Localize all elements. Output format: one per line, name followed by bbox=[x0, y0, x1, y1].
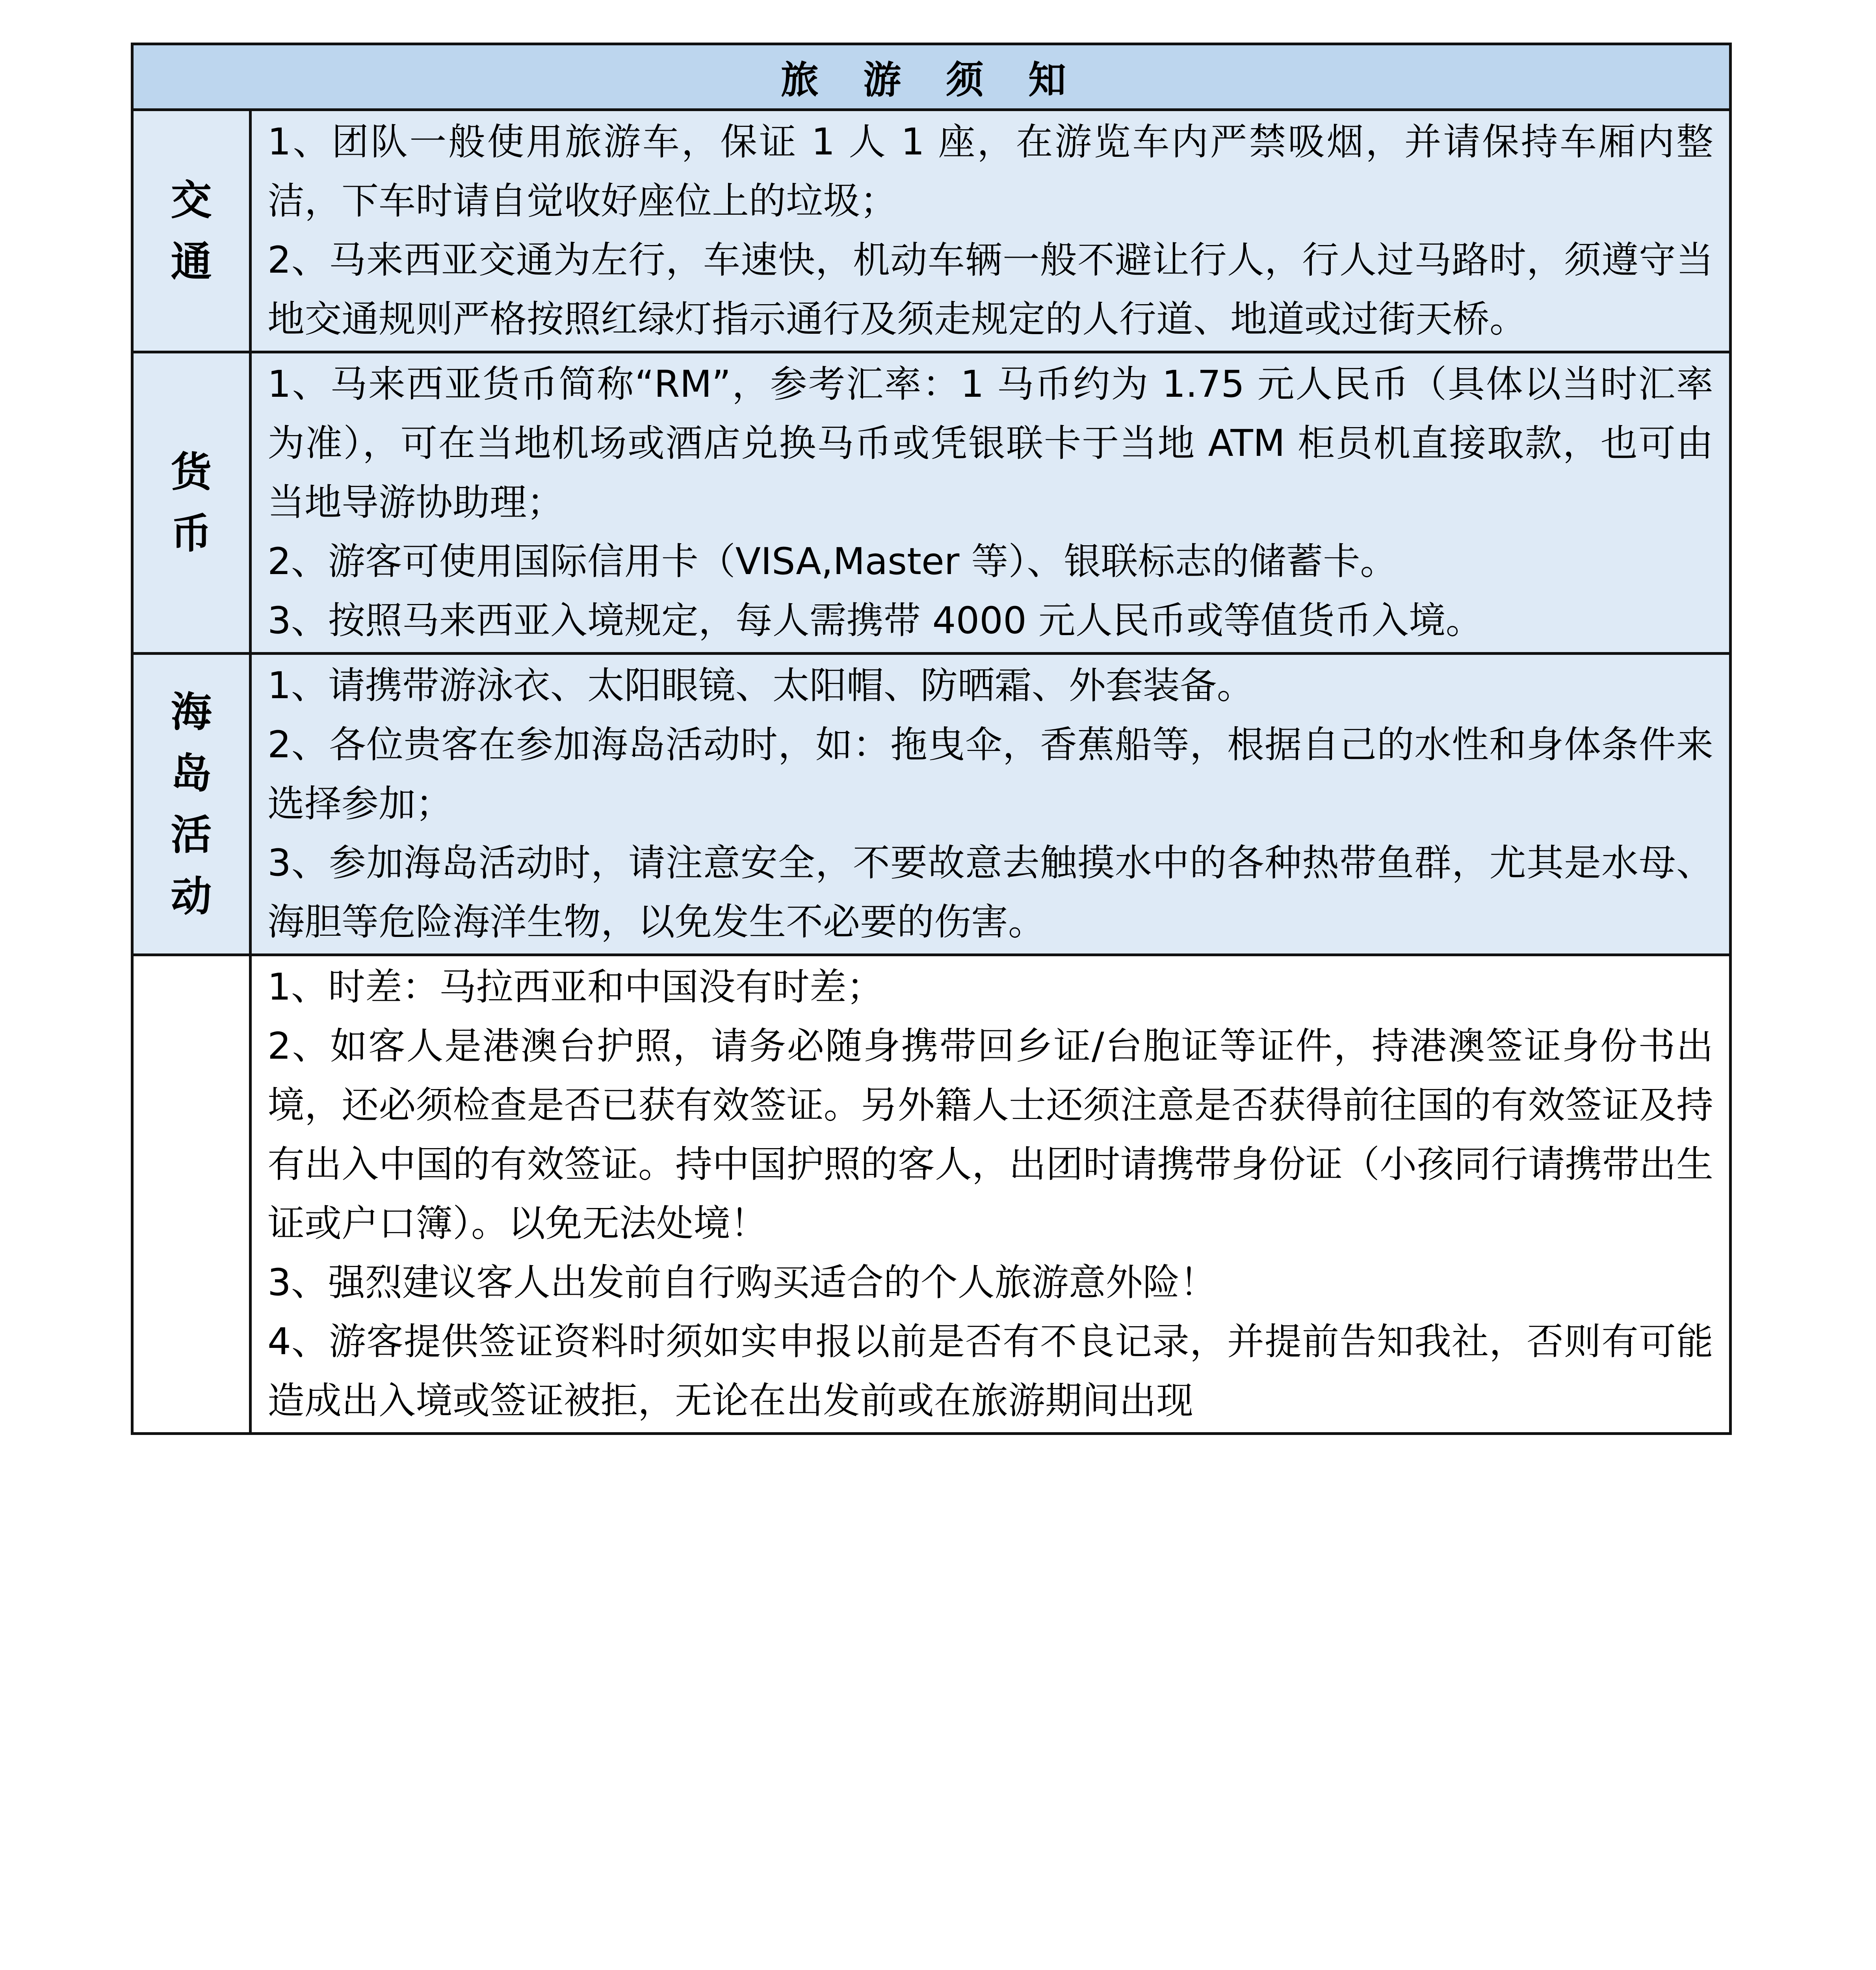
list-item: 3、参加海岛活动时，请注意安全，不要故意去触摸水中的各种热带鱼群，尤其是水母、海胆等危险海洋生物，以免发生不必要的伤害。 bbox=[267, 842, 1713, 944]
list-item: 4、游客提供签证资料时须如实申报以前是否有不良记录，并提前告知我社，否则有可能造成出入境或签证被拒，无论在出发前或在旅游期间出现 bbox=[267, 1320, 1713, 1422]
list-item: 1、请携带游泳衣、太阳眼镜、太阳帽、防晒霜、外套装备。 bbox=[267, 664, 1254, 707]
section-label-general bbox=[132, 955, 251, 1434]
section-label-currency bbox=[132, 352, 251, 654]
section-row-island-activities bbox=[132, 654, 1731, 955]
travel-notice-table bbox=[131, 43, 1732, 1435]
table-title: 旅 游 须 知 bbox=[132, 44, 1731, 110]
list-item: 2、马来西亚交通为左行，车速快，机动车辆一般不避让行人，行人过马路时，须遵守当地交通规则严格按照红绿灯指示通行及须走规定的人行道、地道或过街天桥。 bbox=[267, 239, 1713, 341]
section-row-general bbox=[132, 955, 1731, 1434]
list-item: 3、强烈建议客人出发前自行购买适合的个人旅游意外险！ bbox=[267, 1261, 1217, 1304]
title-row bbox=[132, 44, 1731, 110]
list-item: 1、团队一般使用旅游车，保证 1 人 1 座，在游览车内严禁吸烟，并请保持车厢内整洁，下车时请自觉收好座位上的垃圾； bbox=[267, 121, 1713, 223]
list-item: 1、时差：马拉西亚和中国没有时差； bbox=[267, 966, 884, 1009]
section-label-island-activities bbox=[132, 654, 251, 955]
list-item: 2、游客可使用国际信用卡（VISA,Master 等）、银联标志的储蓄卡。 bbox=[267, 540, 1397, 583]
section-row-currency bbox=[132, 352, 1731, 654]
section-content-general bbox=[251, 955, 1731, 1434]
list-item: 2、如客人是港澳台护照，请务必随身携带回乡证/台胞证等证件，持港澳签证身份书出境，还必须检查是否已获有效签证。另外籍人士还须注意是否获得前往国的有效签证及持有出入中国的有效签证。持中国护照的客人，出团时请携带身份证（小孩同行请携带出生证或户口簿）。以免无法处境！ bbox=[267, 1025, 1713, 1245]
section-content-island-activities bbox=[251, 654, 1731, 955]
section-content-currency bbox=[251, 352, 1731, 654]
section-label-text: 海岛活动 bbox=[171, 688, 212, 920]
list-item: 3、按照马来西亚入境规定，每人需携带 4000 元人民币或等值货币入境。 bbox=[267, 599, 1483, 642]
list-item: 2、各位贵客在参加海岛活动时，如：拖曳伞，香蕉船等，根据自己的水性和身体条件来选择参加； bbox=[267, 723, 1713, 825]
list-item: 1、马来西亚货币简称“RM”，参考汇率：1 马币约为 1.75 元人民币（具体以当时汇率为准），可在当地机场或酒店兑换马币或凭银联卡于当地 ATM 柜员机直接取款，也可由当地导游协助理； bbox=[267, 363, 1713, 524]
section-label-text: 货币 bbox=[171, 448, 212, 558]
section-label-text: 交通 bbox=[171, 176, 212, 286]
section-label-transport bbox=[132, 110, 251, 352]
section-row-transport bbox=[132, 110, 1731, 352]
section-content-transport bbox=[251, 110, 1731, 352]
